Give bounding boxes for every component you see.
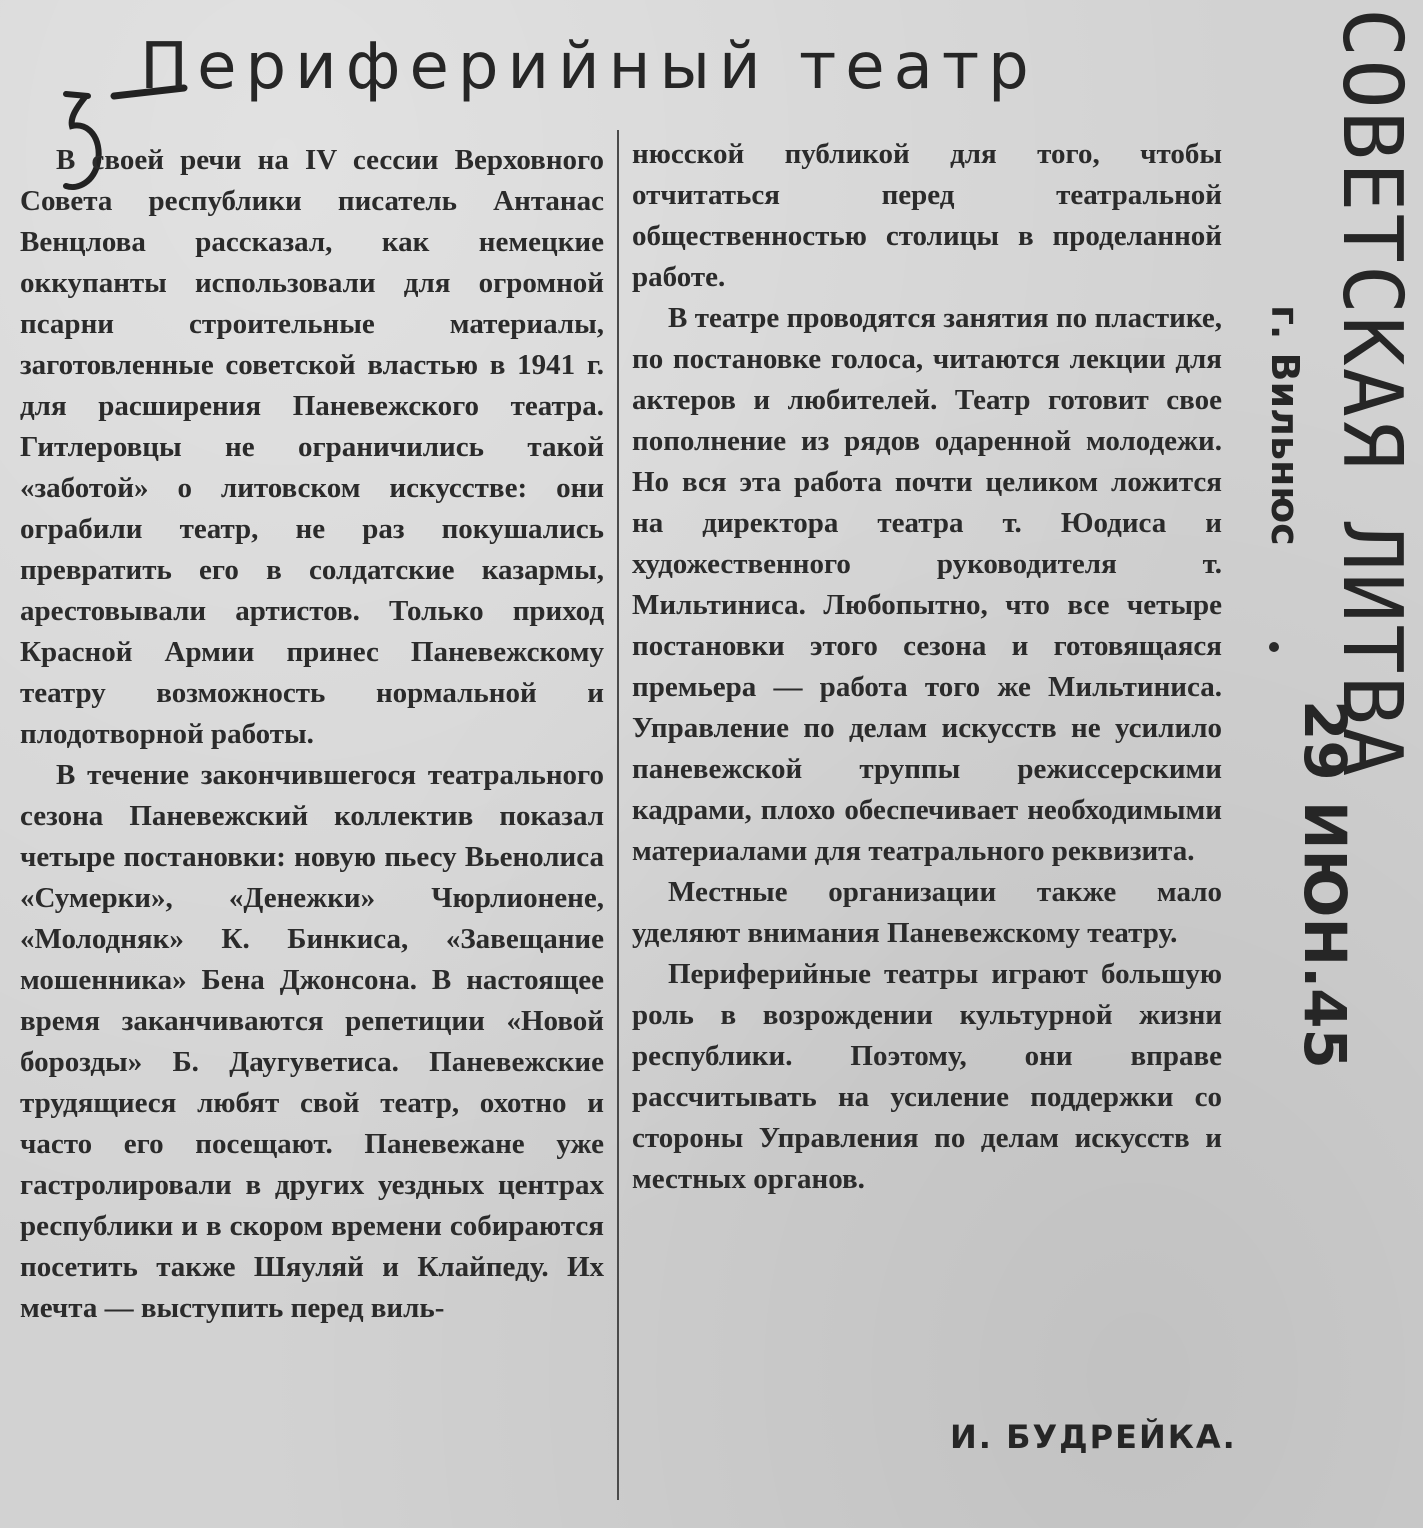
- article-column-1: [20, 140, 604, 1329]
- paragraph: нюсской публикой для того, чтобы отчитаться перед театральной общественностью столицы в проделанной работе.: [632, 138, 1222, 293]
- paragraph: В театре проводятся занятия по пластике, по постановке голоса, читаются лекции для актеров и любителей. Театр готовит свое пополнение из рядов одаренной молодежи. Но вся эта работа почти целиком ложится на директора театра т. Юодиса и художественного руководителя т. Мильтиниса. Любопытно, что все четыре постановки этого сезона и готовящаяся премьера — работа того же Мильтиниса. Управление по делам искусств не усилило паневежской труппы режиссерскими кадрами, плохо обеспечивает необходимыми материалами для театрального реквизита.: [632, 302, 1222, 867]
- article-title: Периферийный театр: [140, 30, 1038, 104]
- stamp-city: г. Вильнюс: [1263, 305, 1307, 546]
- paragraph: Периферийные театры играют большую роль в возрождении культурной жизни республики. Поэтому, они вправе рассчитывать на усиление поддержки со стороны Управления по делам искусств и местных органов.: [632, 958, 1222, 1195]
- stamp-date: 29 ИЮН.45: [1291, 700, 1359, 1069]
- paragraph: Местные организации также мало уделяют внимания Паневежскому театру.: [632, 876, 1222, 949]
- article-author: И. БУДРЕЙКА.: [950, 1418, 1237, 1456]
- stamp-newspaper-name: СОВЕТСКАЯ ЛИТВА: [1324, 8, 1419, 779]
- stamp-dot: [1269, 642, 1279, 652]
- archive-stamp: [1247, 0, 1423, 1528]
- paragraph: В течение закончившегося театрального сезона Паневежский коллектив показал четыре постановки: новую пьесу Вьенолиса «Сумерки», «Денежки» Чюрлионене, «Молодняк» К. Бинкиса, «Завещание мошенника» Бена Джонсона. В настоящее время заканчиваются репетиции «Новой борозды» Б. Даугуветиса. Паневежские трудящиеся любят свой театр, охотно и часто его посещают. Паневежане уже гастролировали в других уездных центрах республики и в скором времени собираются посетить также Шяуляй и Клайпеду. Их мечта — выступить перед виль-: [20, 759, 604, 1324]
- article-column-2: [632, 134, 1222, 1200]
- paragraph: В своей речи на IV сессии Верховного Совета республики писатель Антанас Венцлова рассказал, как немецкие оккупанты использовали для огромной псарни строительные материалы, заготовленные советской властью в 1941 г. для расширения Паневежского театра. Гитлеровцы не ограничились такой «заботой» о литовском искусстве: они ограбили театр, не раз покушались превратить его в солдатские казармы, арестовывали артистов. Только приход Красной Армии принес Паневежскому театру возможность нормальной и плодотворной работы.: [20, 144, 604, 750]
- column-divider: [617, 130, 619, 1500]
